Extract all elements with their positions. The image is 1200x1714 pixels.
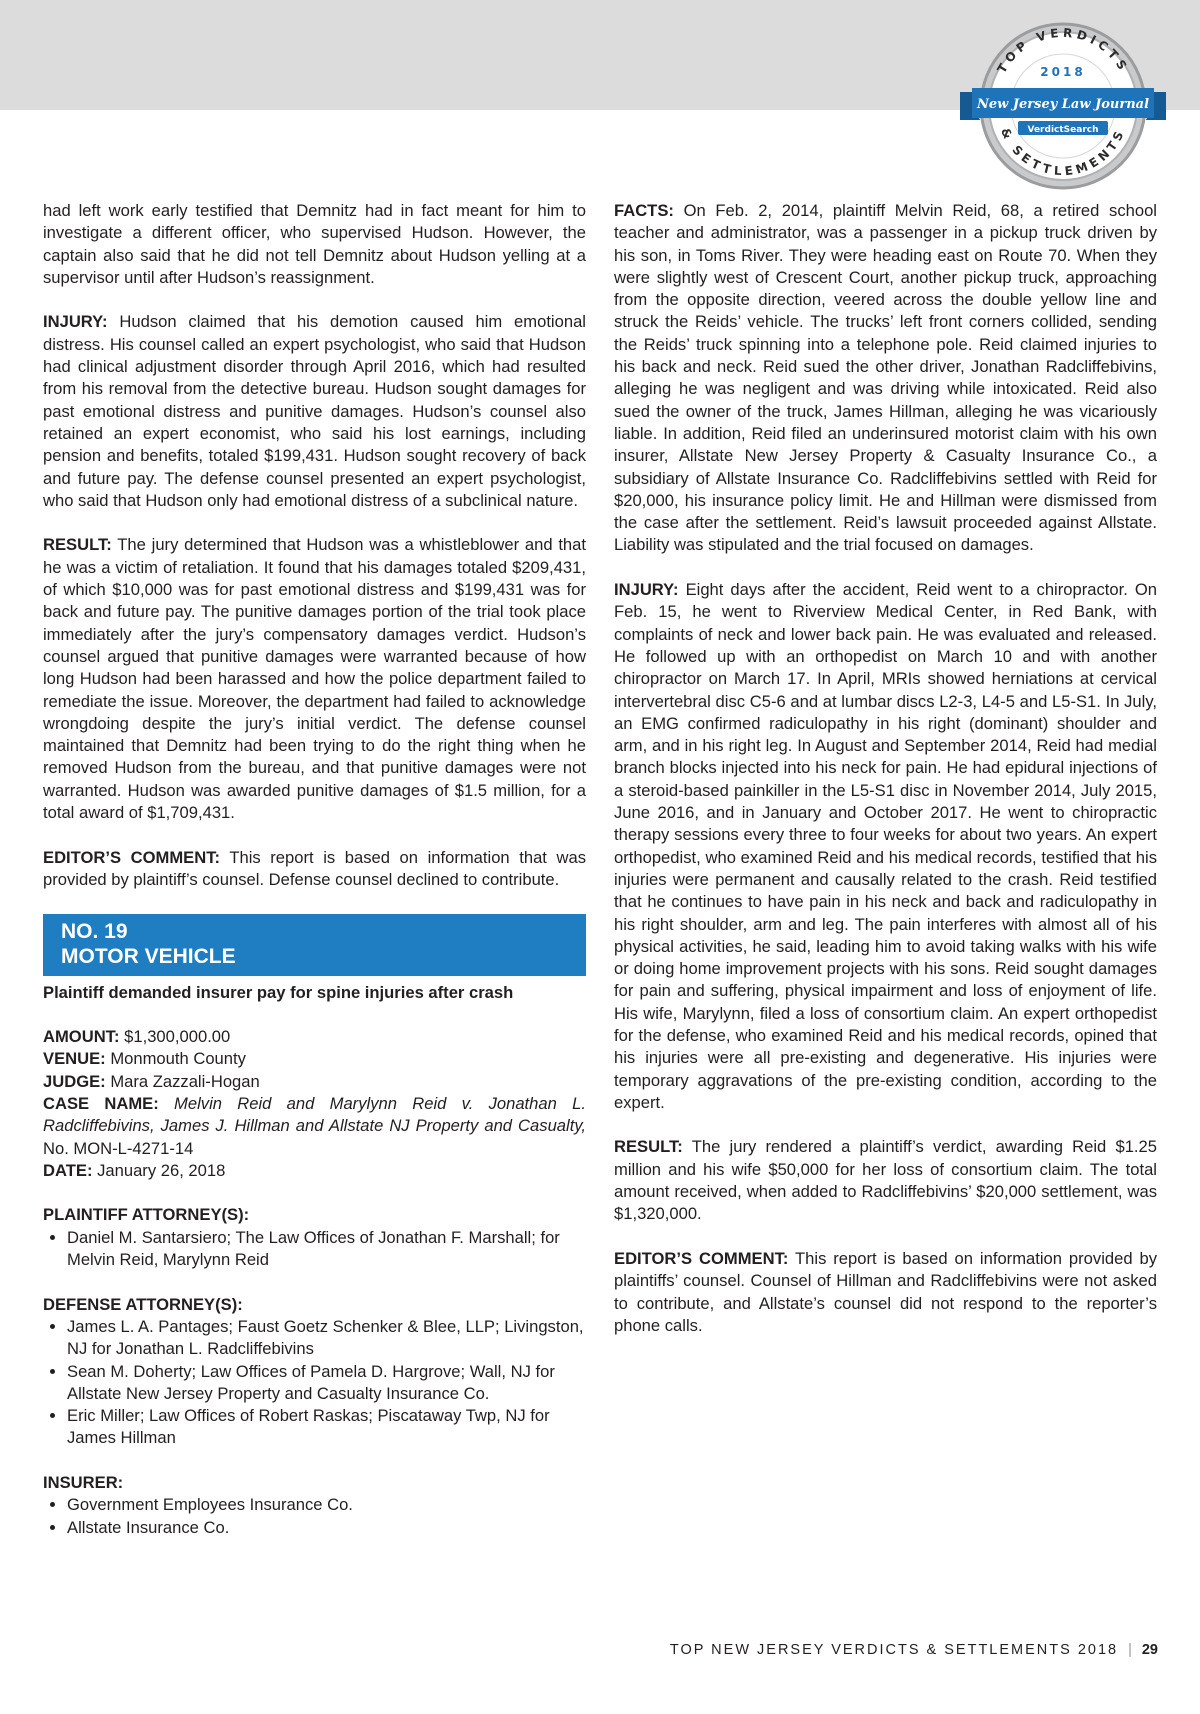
list-item: • Government Employees Insurance Co. (67, 1494, 586, 1516)
insurer-label: INSURER: (43, 1473, 124, 1493)
list-item: • Sean M. Doherty; Law Offices of Pamela D. Hargrove; Wall, NJ for Allstate New Jersey Property and Casualty Insurance Co. (67, 1361, 586, 1406)
result-label: RESULT: (43, 535, 112, 555)
editor-label: EDITOR’S COMMENT: (43, 847, 221, 867)
left-editor-paragraph (43, 847, 586, 892)
amount-line (43, 1026, 586, 1048)
insurers (43, 1472, 586, 1539)
list-item: • James L. A. Pantages; Faust Goetz Schenker & Blee, LLP; Livingston, NJ for Jonathan L. Radcliffebivins (67, 1316, 586, 1361)
left-intro-paragraph: had left work early testified that Demnitz had in fact meant for him to investigate a different officer, who supervised Hudson. However, the captain also said that he did not tell Demnitz about Hudson yelling at a supervisor until after Hudson’s reassignment. (43, 201, 586, 287)
defense-attorneys (43, 1294, 586, 1450)
result-text: The jury determined that Hudson was a whistleblower and that he was a victim of retaliation. It found that his damages totaled $209,431, of which $10,000 was for past emotional distress and $199,431 was for back and future pay. The punitive damages portion of the trial took place immediately after the jury’s compensatory damages verdict. Hudson’s counsel argued that punitive damages were warranted because of how long Hudson had been harassed and how the police department failed to remediate the issue. Moreover, the department had failed to acknowledge wrongdoing despite the jury’s initial verdict. The defense counsel maintained that Demnitz had been trying to do the right thing when he removed Hudson from the bureau, and that punitive damages were not warranted. Hudson was awarded punitive damages of $1.5 million, for a total award of $1,709,431. (43, 535, 586, 823)
list-item: • Daniel M. Santarsiero; The Law Offices of Jonathan F. Marshall; for Melvin Reid, Marylynn Reid (67, 1227, 586, 1272)
injury-label: INJURY: (614, 580, 679, 600)
footer-separator: | (1128, 1642, 1132, 1658)
case-number-value: No. MON-L-4271-14 (43, 1138, 194, 1158)
facts-text: On Feb. 2, 2014, plaintiff Melvin Reid, 68, a retired school teacher and administrator, was a passenger in a pickup truck driven by his son, in Toms River. They were heading east on Route 70. When they were slightly west of Crescent Court, another pickup truck, approaching from the opposite direction, veered across the double yellow line and struck the Reids’ vehicle. The trucks’ left front corners collided, sending the Reids’ truck spinning into a telephone pole. Reid claimed injuries to his back and neck. Reid sued the other driver, Jonathan Radcliffebivins, alleging he was negligent and was driving while intoxicated. Reid also sued the owner of the truck, James Hillman, alleging he was vicariously liable. In addition, Reid filed an underinsured motorist claim with his own insurer, Allstate New Jersey Property & Casualty Insurance Co., a subsidiary of Allstate Insurance Co. Radcliffebivins settled with Reid for $20,000, his insurance policy limit. He and Hillman were dismissed from the case after the settlement. Reid’s lawsuit proceeded against Allstate. Liability was stipulated and the trial focused on damages. (614, 201, 1157, 555)
insurer-list (43, 1494, 586, 1539)
right-facts-paragraph (614, 200, 1157, 557)
plaintiff-attorneys-list (43, 1227, 586, 1272)
date-label: DATE: (43, 1160, 93, 1180)
case-name-value: Melvin Reid and Marylynn Reid v. Jonathan L. Radcliffebivins, James J. Hillman and Allstate NJ Property and Casualty, (43, 1093, 586, 1136)
list-item: • Eric Miller; Law Offices of Robert Raskas; Piscataway Twp, NJ for James Hillman (67, 1405, 586, 1450)
venue-value: Monmouth County (110, 1049, 246, 1069)
result-label: RESULT: (614, 1137, 683, 1157)
injury-text: Hudson claimed that his demotion caused him emotional distress. His counsel called an expert psychologist, who said that Hudson had clinical adjustment disorder through April 2016, which had resulted from his removal from the detective bureau. Hudson sought damages for past emotional distress and punitive damages. Hudson’s counsel also retained an expert economist, who said his lost earnings, including pension and benefits, totaled $199,431. Hudson sought recovery of back and future pay. The defense counsel presented an expert psychologist, who said that Hudson only had emotional distress of a subclinical nature. (43, 312, 586, 510)
judge-label: JUDGE: (43, 1071, 106, 1091)
case-subhead: Plaintiff demanded insurer pay for spine injuries after crash (43, 982, 514, 1002)
defense-attorneys-list (43, 1316, 586, 1450)
venue-line (43, 1048, 586, 1070)
right-injury-paragraph (614, 579, 1157, 1114)
amount-value: $1,300,000.00 (124, 1027, 231, 1047)
badge-journal: New Jersey Law Journal (976, 97, 1150, 112)
editor-text: This report is based on information that was provided by plaintiff’s counsel. Defense counsel declined to contribute. (43, 847, 586, 889)
plaintiff-attorneys (43, 1204, 586, 1271)
badge-top-text: TOP VERDICTS (994, 25, 1132, 76)
left-injury-paragraph (43, 311, 586, 512)
case-name-label: CASE NAME: (43, 1093, 159, 1113)
date-value: January 26, 2018 (97, 1160, 226, 1180)
footer-title: TOP NEW JERSEY VERDICTS & SETTLEMENTS 2018 (669, 1642, 1119, 1658)
badge-year: 2018 (1040, 65, 1086, 79)
date-line (43, 1160, 586, 1182)
judge-value: Mara Zazzali-Hogan (110, 1071, 260, 1091)
right-column (614, 200, 1157, 1359)
left-column (43, 200, 586, 1561)
left-result-paragraph (43, 534, 586, 824)
case-details (43, 1026, 586, 1182)
right-editor-paragraph (614, 1248, 1157, 1337)
case-number: NO. 19 (61, 919, 128, 943)
case-banner (43, 914, 586, 976)
facts-label: FACTS: (614, 201, 674, 220)
defense-attorneys-label: DEFENSE ATTORNEY(S): (43, 1294, 243, 1314)
page-footer (670, 1642, 1158, 1658)
case-category: MOTOR VEHICLE (61, 944, 236, 968)
result-text: The jury rendered a plaintiff’s verdict, awarding Reid $1.25 million and his wife $50,000 for her loss of consortium claim. The total amount received, when added to Radcliffebivins’ $20,000 settlement, was $1,320,000. (614, 1137, 1158, 1224)
editor-label: EDITOR’S COMMENT: (614, 1248, 789, 1268)
case-name-line (43, 1093, 586, 1160)
verdicts-badge-logo (958, 10, 1168, 200)
amount-label: AMOUNT: (43, 1027, 120, 1047)
plaintiff-attorneys-label: PLAINTIFF ATTORNEY(S): (43, 1205, 250, 1225)
judge-line (43, 1071, 586, 1093)
list-item: • Allstate Insurance Co. (67, 1517, 586, 1539)
badge-bottom-text: & SETTLEMENTS (998, 125, 1128, 179)
injury-text: Eight days after the accident, Reid went to a chiropractor. On Feb. 15, he went to Riverview Medical Center, in Red Bank, with complaints of neck and lower back pain. He was evaluated and released. He followed up with an orthopedist on March 10 and with another chiropractor on March 17. In April, MRIs showed herniations at cervical intervertebral disc C5-6 and at lumbar discs L2-3, L4-5 and L5-S1. In July, an EMG confirmed radiculopathy in his right (dominant) shoulder and arm, and in his right leg. In August and September 2014, Reid had medial branch blocks injected into his neck for pain. He had epidural injections of a steroid-based painkiller in the L5-S1 disc in November 2014, July 2015, June 2016, and in January and October 2017. He went to chiropractic therapy sessions every three to four weeks for about two years. An expert orthopedist, who examined Reid and his medical records, testified that his injuries were permanent and causally related to the crash. Reid testified that he continues to have pain in his neck and back and radiculopathy in his right shoulder, arm and leg. The pain interferes with almost all of his physical activities, he said, leading him to avoid taking walks with his wife or doing home improvement projects with his sons. Reid sought damages for pain and suffering, physical impairment and loss of enjoyment of life. His wife, Marylynn, filed a loss of consortium claim. An expert orthopedist for the defense, who examined Reid and his medical records, opined that his injuries were all pre-existing and degenerative. His injuries were temporary aggravations of the pre-existing condition, according to the expert. (614, 580, 1157, 1112)
editor-text: This report is based on information provided by plaintiffs’ counsel. Counsel of Hillman and Radcliffebivins were not asked to contribute, and Allstate’s counsel did not respond to the reporter’s phone calls. (614, 1248, 1158, 1335)
page-number: 29 (1141, 1642, 1158, 1658)
badge-sub: VerdictSearch (1027, 125, 1099, 135)
right-result-paragraph (614, 1136, 1157, 1225)
venue-label: VENUE: (43, 1049, 106, 1069)
injury-label: INJURY: (43, 312, 108, 332)
